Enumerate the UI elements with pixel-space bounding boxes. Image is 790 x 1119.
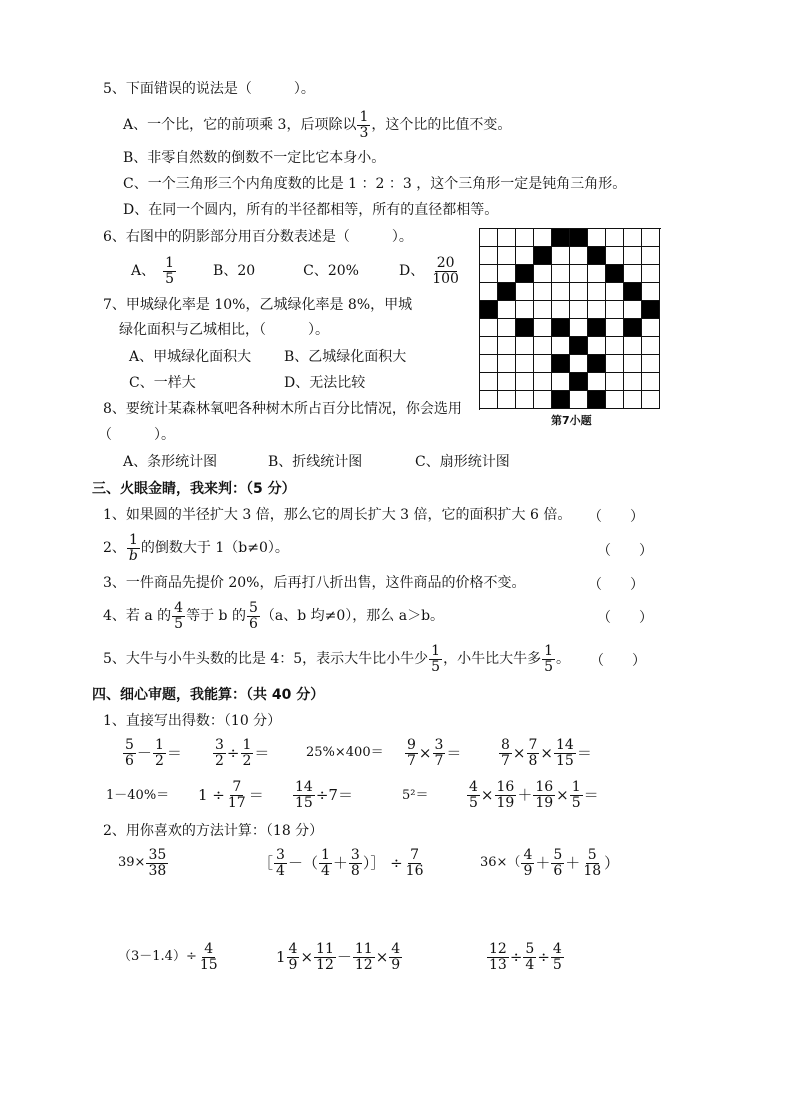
fraction: $\frac{1}{5}$ bbox=[165, 254, 175, 287]
grid-cell-shaded bbox=[588, 247, 606, 265]
fraction: $\frac{11}{12}$ bbox=[354, 940, 373, 973]
grid-cell-shaded bbox=[588, 355, 606, 373]
fraction: $\frac{4}{15}$ bbox=[199, 940, 218, 973]
grid-cell bbox=[570, 247, 588, 265]
q5-option-b: B、非零自然数的倒数不一定比它本身小。 bbox=[123, 150, 386, 166]
grid-cell bbox=[534, 337, 552, 355]
grid-cell bbox=[624, 337, 642, 355]
answer-paren[interactable]: （ ） bbox=[597, 610, 653, 626]
q8-option-c: C、扇形统计图 bbox=[415, 454, 510, 470]
fraction: $\frac{5}{4}$ bbox=[525, 940, 535, 973]
grid-cell bbox=[534, 229, 552, 247]
q6-b: B、20 bbox=[213, 263, 256, 279]
grid-cell-shaded bbox=[552, 229, 570, 247]
grid-cell bbox=[588, 229, 606, 247]
fraction: $\frac{1}{5}$ bbox=[431, 642, 441, 675]
grid-cell bbox=[606, 283, 624, 301]
figure-caption: 第7小题 bbox=[551, 414, 592, 427]
grid-cell bbox=[624, 265, 642, 283]
grid-cell bbox=[516, 301, 534, 319]
fraction: $\frac{11}{12}$ bbox=[316, 940, 334, 973]
grid-cell bbox=[552, 301, 570, 319]
grid-cell bbox=[516, 373, 534, 391]
fraction: $\frac{9}{7}$ bbox=[407, 736, 416, 769]
grid-cell bbox=[642, 229, 660, 247]
grid-cell bbox=[516, 391, 534, 409]
answer-paren[interactable]: （ ） bbox=[597, 543, 653, 559]
fraction: $\frac{7}{8}$ bbox=[528, 736, 538, 769]
fraction: $\frac{20}{100}$ bbox=[432, 254, 459, 287]
q7-option-b: B、乙城绿化面积大 bbox=[284, 349, 407, 365]
grid-cell bbox=[624, 373, 642, 391]
judge-item-4: 4、若 a 的 $\frac{4}{5}$ 等于 b 的 $\frac{5}{6}$ （a、b 均≠0），那么 a＞b。 bbox=[103, 599, 445, 632]
grid-cell bbox=[480, 373, 498, 391]
fraction: $\frac{3}{2}$ bbox=[215, 736, 224, 769]
grid-cell bbox=[570, 265, 588, 283]
fraction: $\frac{7}{17}$ bbox=[227, 778, 246, 811]
grid-cell-shaded bbox=[570, 337, 588, 355]
judge-item-1: 1、如果圆的半径扩大 3 倍，那么它的周长扩大 3 倍，它的面积扩大 6 倍。 bbox=[103, 507, 572, 523]
q6-options bbox=[131, 254, 462, 288]
grid-cell bbox=[606, 319, 624, 337]
grid-cell bbox=[480, 229, 498, 247]
grid-cell bbox=[642, 373, 660, 391]
answer-paren[interactable]: （ ） bbox=[590, 653, 646, 669]
fraction: $\frac{12}{13}$ bbox=[489, 940, 507, 973]
grid-cell bbox=[552, 373, 570, 391]
calc-r1-c4: $\frac{9}{7}$ × $\frac{3}{7}$ ＝ bbox=[407, 736, 462, 769]
grid-cell bbox=[606, 301, 624, 319]
fraction: $\frac{16}{19}$ bbox=[496, 778, 515, 811]
q6-stem: 6、右图中的阴影部分用百分数表述是（ ）。 bbox=[103, 229, 413, 245]
answer-paren[interactable]: （ ） bbox=[588, 509, 644, 525]
grid-cell bbox=[570, 301, 588, 319]
fraction: $\frac{16}{19}$ bbox=[535, 778, 554, 811]
calc-r2-c4: 5²＝ bbox=[402, 788, 429, 803]
grid-cell bbox=[624, 229, 642, 247]
grid-cell bbox=[606, 355, 624, 373]
calc-r1-c2: $\frac{3}{2}$ ÷ $\frac{1}{2}$ ＝ bbox=[215, 736, 270, 769]
grid-cell bbox=[498, 337, 516, 355]
fraction: $\frac{8}{7}$ bbox=[501, 736, 510, 769]
grid-cell bbox=[480, 247, 498, 265]
grid-cell bbox=[588, 373, 606, 391]
calc-r2-c3: $\frac{14}{15}$ ÷7＝ bbox=[295, 778, 353, 811]
grid-cell bbox=[498, 229, 516, 247]
expr-1: 39× $\frac{35}{38}$ bbox=[118, 846, 167, 879]
grid-cell bbox=[480, 283, 498, 301]
grid-cell bbox=[498, 373, 516, 391]
grid-cell bbox=[534, 265, 552, 283]
grid-cell bbox=[534, 391, 552, 409]
q5-option-a bbox=[123, 110, 511, 140]
grid-cell bbox=[606, 337, 624, 355]
grid-cell bbox=[624, 247, 642, 265]
q8-option-b: B、折线统计图 bbox=[268, 454, 363, 470]
calc-r1-c3: 25%×400＝ bbox=[306, 745, 384, 760]
grid-cell-shaded bbox=[516, 265, 534, 283]
grid-cell bbox=[642, 247, 660, 265]
grid-cell-shaded bbox=[606, 265, 624, 283]
grid-cell-shaded bbox=[588, 391, 606, 409]
grid-cell bbox=[480, 355, 498, 373]
grid-cell bbox=[552, 283, 570, 301]
calc-r1-c1: $\frac{5}{6}$ － $\frac{1}{2}$ ＝ bbox=[125, 736, 182, 769]
fraction: $\frac{1}{b}$ bbox=[128, 531, 138, 564]
expr-2: ［ $\frac{3}{4}$ － （ $\frac{1}{4}$ ＋ $\frac{3}{8}$ ）］ ÷ $\frac{7}{16}$ bbox=[258, 846, 424, 879]
q7-option-c: C、一样大 bbox=[129, 375, 196, 391]
grid-cell-shaded bbox=[516, 319, 534, 337]
grid-cell bbox=[498, 247, 516, 265]
grid-cell bbox=[606, 391, 624, 409]
grid-cell-shaded bbox=[534, 247, 552, 265]
fraction: $\frac{14}{15}$ bbox=[556, 736, 574, 769]
q5-a-text-end: ，这个比的比值不变。 bbox=[371, 117, 512, 133]
q6-a-label: A、 bbox=[131, 263, 156, 279]
grid-cell bbox=[642, 265, 660, 283]
section-3-title: 三、火眼金睛，我来判：（5 分） bbox=[92, 481, 296, 497]
q8-option-a: A、条形统计图 bbox=[123, 454, 218, 470]
grid-cell bbox=[606, 373, 624, 391]
grid-cell bbox=[498, 265, 516, 283]
calc-r2-c1: 1－40%＝ bbox=[106, 788, 170, 803]
shaded-grid-figure bbox=[479, 228, 661, 410]
expr-4: （3－1.4）÷ $\frac{4}{15}$ bbox=[118, 940, 218, 973]
fraction: $\frac{4}{9}$ bbox=[391, 940, 401, 973]
fraction: $\frac{4}{5}$ bbox=[552, 940, 562, 973]
grid-cell-shaded bbox=[588, 319, 606, 337]
fraction: $\frac{4}{9}$ bbox=[288, 940, 298, 973]
grid-cell bbox=[516, 247, 534, 265]
grid-cell bbox=[624, 355, 642, 373]
fraction: $\frac{5}{6}$ bbox=[553, 846, 563, 879]
judge-item-5: 5、大牛与小牛头数的比是 4：5，表示大牛比小牛少 $\frac{1}{5}$ ，小牛比大牛多 $\frac{1}{5}$ 。 bbox=[103, 642, 571, 675]
q8-stem: 8、要统计某森林氧吧各种树木所占百分比情况，你会选用 bbox=[103, 401, 462, 417]
q7-stem: 7、甲城绿化率是 10%，乙城绿化率是 8%，甲城 bbox=[103, 297, 413, 313]
grid-cell bbox=[498, 301, 516, 319]
grid-cell bbox=[534, 355, 552, 373]
q5-stem: 5、下面错误的说法是（ ）。 bbox=[103, 81, 315, 97]
grid-cell-shaded bbox=[480, 301, 498, 319]
grid-cell bbox=[588, 337, 606, 355]
grid-cell bbox=[480, 265, 498, 283]
grid-cell bbox=[552, 337, 570, 355]
q6-d-label: D、 bbox=[399, 263, 425, 279]
grid-cell bbox=[642, 283, 660, 301]
grid-cell bbox=[498, 355, 516, 373]
grid-cell bbox=[516, 229, 534, 247]
grid-cell bbox=[516, 355, 534, 373]
grid-cell-shaded bbox=[570, 373, 588, 391]
grid-cell bbox=[552, 247, 570, 265]
fraction: $\frac{4}{9}$ bbox=[523, 846, 533, 879]
fraction: $\frac{1}{3}$ bbox=[359, 108, 369, 141]
grid-cell bbox=[516, 337, 534, 355]
grid-cell-shaded bbox=[552, 391, 570, 409]
grid-cell bbox=[480, 391, 498, 409]
fraction: $\frac{4}{5}$ bbox=[174, 599, 184, 632]
fraction: $\frac{3}{4}$ bbox=[276, 846, 285, 879]
fraction: $\frac{5}{18}$ bbox=[583, 846, 602, 879]
q6-c: C、20% bbox=[303, 263, 359, 279]
judge-item-2: 2、 $\frac{1}{b}$ 的倒数大于 1（b≠0）。 bbox=[103, 531, 289, 564]
grid-cell bbox=[588, 265, 606, 283]
grid-cell bbox=[642, 319, 660, 337]
fraction: $\frac{4}{5}$ bbox=[469, 778, 478, 811]
q5-a-text: A、一个比，它的前项乘 3，后项除以 bbox=[123, 117, 357, 133]
q5-option-c: C、一个三角形三个内角度数的比是 1 ：2 ：3 ，这个三角形一定是钝角三角形。 bbox=[123, 176, 627, 192]
calc-r2-c2: 1 ÷ $\frac{7}{17}$ ＝ bbox=[198, 778, 264, 811]
grid-cell bbox=[534, 283, 552, 301]
grid-cell bbox=[516, 283, 534, 301]
grid-cell bbox=[534, 319, 552, 337]
q8-stem-cont: （ ）。 bbox=[98, 427, 175, 443]
grid-cell bbox=[642, 355, 660, 373]
grid-cell-shaded bbox=[570, 229, 588, 247]
fraction: $\frac{7}{16}$ bbox=[405, 846, 424, 879]
calc-r1-c5: $\frac{8}{7}$ × $\frac{7}{8}$ × $\frac{14}{15}$ ＝ bbox=[501, 736, 592, 769]
grid-cell bbox=[498, 319, 516, 337]
fraction: $\frac{1}{2}$ bbox=[154, 736, 164, 769]
fraction: $\frac{1}{4}$ bbox=[320, 846, 330, 879]
grid-cell-shaded bbox=[624, 319, 642, 337]
grid-cell bbox=[480, 319, 498, 337]
q7-option-a: A、甲城绿化面积大 bbox=[129, 349, 252, 365]
expr-6: $\frac{12}{13}$ ÷ $\frac{5}{4}$ ÷ $\frac{4}{5}$ bbox=[489, 940, 562, 973]
fraction: $\frac{3}{7}$ bbox=[434, 736, 444, 769]
fraction: $\frac{5}{6}$ bbox=[248, 599, 258, 632]
grid-cell bbox=[588, 301, 606, 319]
grid-cell bbox=[642, 337, 660, 355]
q5-option-d: D、在同一个圆内，所有的半径都相等，所有的直径都相等。 bbox=[123, 202, 499, 218]
grid-cell bbox=[606, 229, 624, 247]
fraction: $\frac{14}{15}$ bbox=[295, 778, 313, 811]
fraction: $\frac{35}{38}$ bbox=[148, 846, 167, 879]
grid-cell bbox=[570, 319, 588, 337]
expr-3: 36×（ $\frac{4}{9}$ ＋ $\frac{5}{6}$ ＋ $\frac{5}{18}$ ） bbox=[480, 846, 620, 879]
grid-cell bbox=[624, 391, 642, 409]
grid-cell bbox=[534, 301, 552, 319]
grid-cell bbox=[624, 301, 642, 319]
grid-cell bbox=[498, 391, 516, 409]
grid-cell-shaded bbox=[498, 283, 516, 301]
grid-cell bbox=[480, 337, 498, 355]
grid-cell bbox=[642, 391, 660, 409]
grid-cell bbox=[552, 265, 570, 283]
grid-cell bbox=[534, 373, 552, 391]
grid-cell bbox=[606, 247, 624, 265]
grid-cell bbox=[570, 355, 588, 373]
section-4-title: 四、细心审题，我能算：（共 40 分） bbox=[92, 687, 325, 703]
q7-stem-cont: 绿化面积与乙城相比，（ ）。 bbox=[119, 322, 329, 338]
calc-r2-c5: $\frac{4}{5}$ × $\frac{16}{19}$ ＋ $\frac{16}{19}$ × $\frac{1}{5}$ ＝ bbox=[469, 778, 599, 811]
grid-cell bbox=[588, 283, 606, 301]
grid-cell-shaded bbox=[642, 301, 660, 319]
judge-item-3: 3、一件商品先提价 20%，后再打八折出售，这件商品的价格不变。 bbox=[103, 575, 526, 591]
fraction: $\frac{3}{8}$ bbox=[350, 846, 360, 879]
fraction: $\frac{5}{6}$ bbox=[125, 736, 134, 769]
fraction: $\frac{1}{5}$ bbox=[544, 642, 554, 675]
grid-cell bbox=[570, 391, 588, 409]
section-4-sub2: 2、用你喜欢的方法计算：（18 分） bbox=[103, 823, 324, 839]
grid-cell-shaded bbox=[552, 355, 570, 373]
expr-5: 1 $\frac{4}{9}$ × $\frac{11}{12}$ － $\frac{11}{12}$ × $\frac{4}{9}$ bbox=[276, 940, 401, 973]
grid-cell-shaded bbox=[624, 283, 642, 301]
answer-paren[interactable]: （ ） bbox=[588, 577, 644, 593]
fraction: $\frac{1}{5}$ bbox=[571, 778, 581, 811]
q7-option-d: D、无法比较 bbox=[284, 375, 366, 391]
section-4-sub1: 1、直接写出得数：（10 分） bbox=[103, 713, 282, 729]
fraction: $\frac{1}{2}$ bbox=[242, 736, 252, 769]
grid-cell bbox=[570, 283, 588, 301]
grid-cell-shaded bbox=[552, 319, 570, 337]
